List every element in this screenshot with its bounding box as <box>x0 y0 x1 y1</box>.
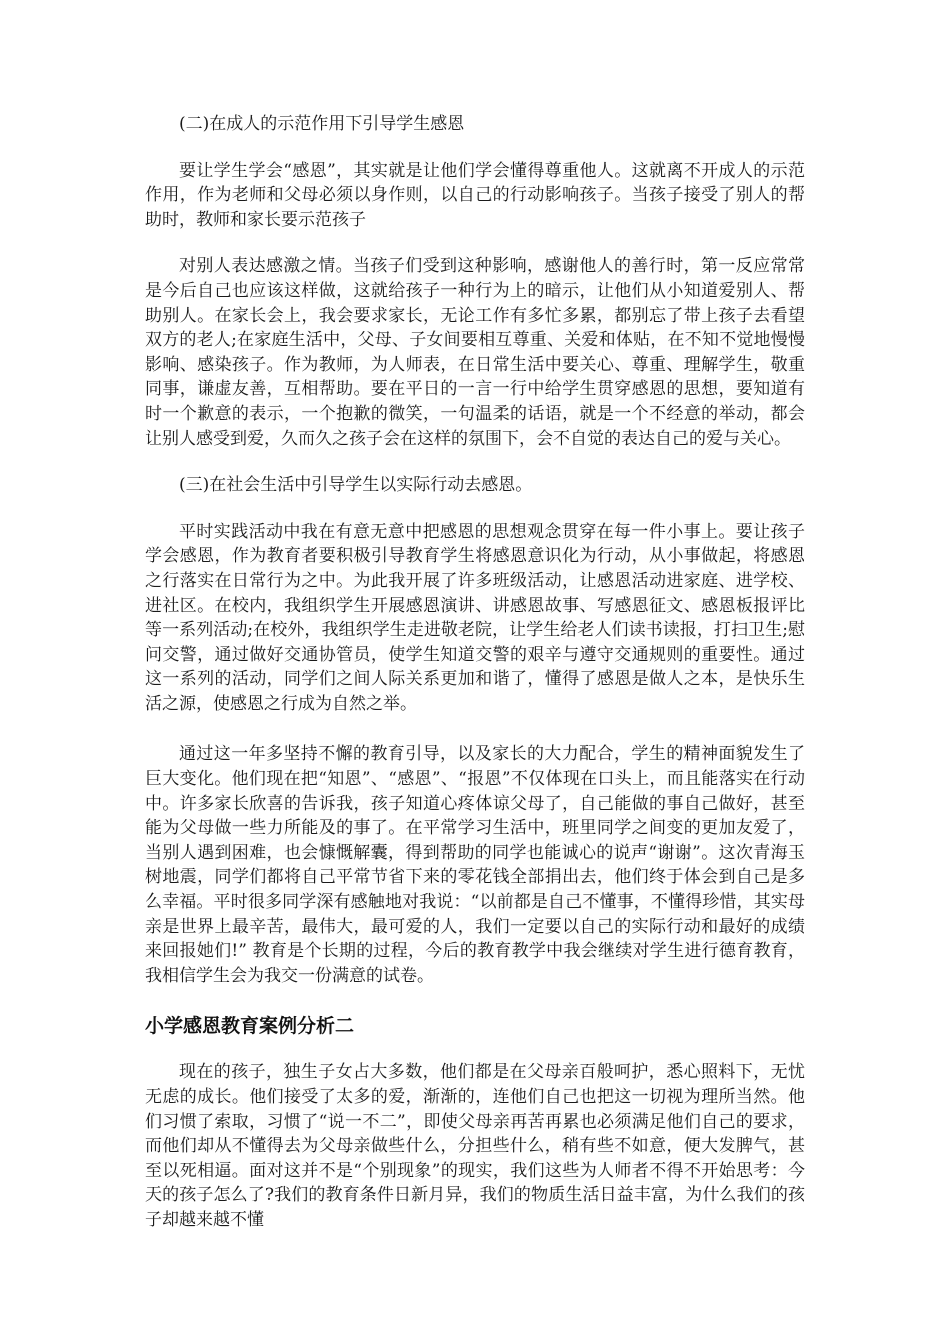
paragraph-role-model-intro: 要让学生学会“感恩”，其实就是让他们学会懂得尊重他人。这就离不开成人的示范作用，作为老师和父母必须以身作则，以自己的行动影响孩子。当孩子接受了别人的帮助时，教师和家长要示范孩子 <box>145 160 805 230</box>
section-title-three: (三)在社会生活中引导学生以实际行动去感恩。 <box>179 475 533 496</box>
paragraph-social-activities: 平时实践活动中我在有意无意中把感恩的思想观念贯穿在每一件小事上。要让孩子学会感恩，作为教育者要积极引导教育学生将感恩意识化为行动，从小事做起，将感恩之行落实在日常行为之中。为此我开展了许多班级活动，让感恩活动进家庭、进学校、进社区。在校内，我组织学生开展感恩演讲、讲感恩故事、写感恩征文、感恩板报评比等一系列活动;在校外，我组织学生走进敬老院，让学生给老人们读书读报，打扫卫生;慰问交警，通过做好交通协管员，使学生知道交警的艰辛与遵守交通规则的重要性。通过这一系列的活动，同学们之间人际关系更加和谐了，懂得了感恩是做人之本，是快乐生活之源，使感恩之行成为自然之举。 <box>145 521 805 714</box>
section-title-two: (二)在成人的示范作用下引导学生感恩 <box>179 114 465 134</box>
case-analysis-heading: 小学感恩教育案例分析二 <box>145 1015 355 1038</box>
document-body <box>145 112 805 1233</box>
paragraph-results: 通过这一年多坚持不懈的教育引导，以及家长的大力配合，学生的精神面貌发生了巨大变化。他们现在把“知恩”、“感恩”、“报恩”不仅体现在口头上，而且能落实在行动中。许多家长欣喜的告诉我，孩子知道心疼体谅父母了，自己能做的事自己做好，甚至能为父母做一些力所能及的事了。在平常学习生活中，班里同学之间变的更加友爱了，当别人遇到困难，也会慷慨解囊，得到帮助的同学也能诚心的说声“谢谢”。这次青海玉树地震，同学们都将自己平常节省下来的零花钱全部捐出去，他们终于体会到自己是多么幸福。平时很多同学深有感触地对我说：“以前都是自己不懂事，不懂得珍惜，其实母亲是世界上最辛苦，最伟大，最可爱的人，我们一定要以自己的实际行动和最好的成绩来回报她们!” 教育是个长期的过程，今后的教育教学中我会继续对学生进行德育教育，我相信学生会为我交一份满意的试卷。 <box>145 744 805 986</box>
paragraph-case-two-intro: 现在的孩子，独生子女占大多数，他们都是在父母亲百般呵护，悉心照料下，无忧无虑的成长。他们接受了太多的爱，渐渐的，连他们自己也把这一切视为理所当然。他们习惯了索取，习惯了“说一不二”，即使父母亲再苦再累也必须满足他们自己的要求，而他们却从不懂得去为父母亲做些什么，分担些什么，稍有些不如意，便大发脾气，甚至以死相逼。面对这并不是“个别现象”的现实，我们这些为人师者不得不开始思考：今天的孩子怎么了?我们的教育条件日新月异，我们的物质生活日益丰富，为什么我们的孩子却越来越不懂 <box>145 1062 805 1230</box>
paragraph-role-model-detail: 对别人表达感激之情。当孩子们受到这种影响，感谢他人的善行时，第一反应常常是今后自己也应该这样做，这就给孩子一种行为上的暗示，让他们从小知道爱别人、帮助别人。在家长会上，我会要求家长，无论工作有多忙多累，都别忘了带上孩子去看望双方的老人;在家庭生活中，父母、子女间要相互尊重、关爱和体贴，在不知不觉地慢慢影响、感染孩子。作为教师，为人师表，在日常生活中要关心、尊重、理解学生，敬重同事，谦虚友善，互相帮助。要在平日的一言一行中给学生贯穿感恩的思想，要知道有时一个歉意的表示，一个抱歉的微笑，一句温柔的话语，就是一个不经意的举动，都会让别人感受到爱，久而久之孩子会在这样的氛围下，会不自觉的表达自己的爱与关心。 <box>145 256 805 449</box>
